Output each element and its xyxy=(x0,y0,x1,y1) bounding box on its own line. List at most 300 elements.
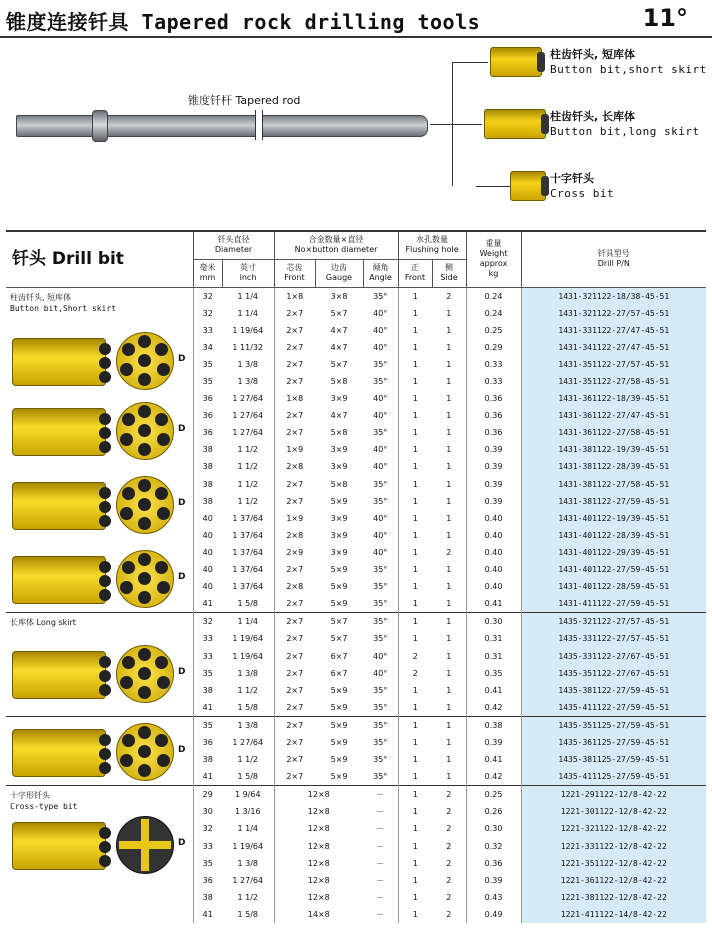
col-inch: 英寸 inch xyxy=(222,259,274,287)
cell-weight: 0.24 xyxy=(466,305,521,322)
cell-weight: 0.33 xyxy=(466,356,521,373)
cell-inch: 1 19/64 xyxy=(232,325,264,335)
button-insert xyxy=(99,357,111,369)
cell-angle: 35° xyxy=(373,599,388,609)
button-insert xyxy=(155,561,168,574)
cell-mm: 38 xyxy=(193,493,222,510)
cell-flush-side: 2 xyxy=(446,824,452,834)
rod-collar xyxy=(92,110,108,142)
cell-front: 2×7 xyxy=(274,699,315,717)
cell-flush-side: 1 xyxy=(446,479,452,489)
cell-flush-front: 1 xyxy=(398,476,432,493)
cell-flush-side: 1 xyxy=(446,411,452,421)
cell-gauge: 4×7 xyxy=(330,342,348,352)
cell-flush-side: 1 xyxy=(446,755,452,765)
cell-front: 1×8 xyxy=(274,287,315,305)
cell-weight: 0.31 xyxy=(466,630,521,647)
cell-part-number: 1435-321122-27/57-45-51 xyxy=(521,613,706,631)
button-insert xyxy=(99,855,111,867)
cell-gauge: 4×7 xyxy=(330,411,348,421)
col-flush-front: 正 Front xyxy=(398,259,432,287)
cell-front: 2×7 xyxy=(274,373,315,390)
cell-weight: 0.41 xyxy=(466,751,521,768)
cell-flush-front: 1 xyxy=(398,527,432,544)
cell-inch: 1 1/2 xyxy=(237,445,259,455)
cell-inch: 1 1/2 xyxy=(237,479,259,489)
button-insert xyxy=(120,433,133,446)
cell-weight: 0.42 xyxy=(466,699,521,717)
cell-inch: 1 1/4 xyxy=(237,308,259,318)
cell-angle: 35° xyxy=(373,634,388,644)
button-insert xyxy=(157,433,170,446)
section-image-cell xyxy=(6,613,193,717)
button-insert xyxy=(138,648,151,661)
button-insert xyxy=(99,561,111,573)
bit-side-view xyxy=(12,651,106,699)
cell-front: 1×8 xyxy=(274,390,315,407)
button-insert xyxy=(138,764,151,777)
button-insert xyxy=(99,762,111,774)
cell-gauge: 5×9 xyxy=(330,685,348,695)
cell-inch: 1 27/64 xyxy=(232,428,264,438)
cell-flush-side: 2 xyxy=(432,287,466,305)
cell-part-number: 1221-321122-12/8-42-22 xyxy=(521,820,706,837)
button-insert xyxy=(99,656,111,668)
cell-weight: 0.36 xyxy=(466,390,521,407)
cell-gauge: 5×7 xyxy=(330,634,348,644)
button-insert xyxy=(122,343,135,356)
cell-mm: 35 xyxy=(193,716,222,734)
cell-flush-front: 1 xyxy=(398,322,432,339)
cell-front: 12×8 xyxy=(274,803,363,820)
table-title: 钎头 Drill bit xyxy=(6,231,193,287)
cell-front: 2×7 xyxy=(274,768,315,786)
cell-mm: 36 xyxy=(193,734,222,751)
cell-angle: 40° xyxy=(373,411,388,421)
button-insert xyxy=(99,501,111,513)
button-insert xyxy=(157,754,170,767)
cell-angle: － xyxy=(376,858,385,868)
cell-angle: － xyxy=(376,909,385,919)
button-insert xyxy=(99,515,111,527)
cell-mm: 38 xyxy=(193,458,222,475)
bit-side-view xyxy=(12,822,106,870)
button-insert xyxy=(157,676,170,689)
cell-part-number: 1431-321122-27/57-45-51 xyxy=(521,305,706,322)
cell-mm: 36 xyxy=(193,390,222,407)
bit-side-view xyxy=(12,482,106,530)
cell-inch: 1 19/64 xyxy=(232,651,264,661)
cell-mm: 38 xyxy=(193,441,222,458)
cell-angle: 40° xyxy=(373,394,388,404)
cell-inch: 1 3/8 xyxy=(237,858,259,868)
cell-flush-front: 1 xyxy=(398,544,432,561)
cell-weight: 0.24 xyxy=(466,287,521,305)
button-insert xyxy=(99,589,111,601)
cell-inch: 1 1/4 xyxy=(222,613,274,631)
connector-line xyxy=(476,186,510,187)
cell-flush-side: 1 xyxy=(446,428,452,438)
cell-front: 2×7 xyxy=(274,613,315,631)
cell-angle: 35° xyxy=(373,565,388,575)
bit-drawing xyxy=(12,332,188,392)
table-row xyxy=(6,716,706,734)
cell-gauge: 3×9 xyxy=(330,547,348,557)
cell-mm: 41 xyxy=(193,699,222,717)
cell-inch: 1 1/2 xyxy=(237,496,259,506)
cell-part-number: 1435-381122-27/59-45-51 xyxy=(521,682,706,699)
cell-flush-front: 1 xyxy=(398,751,432,768)
cell-part-number: 1431-341122-27/47-45-51 xyxy=(521,339,706,356)
cell-part-number: 1431-321122-18/38-45-51 xyxy=(521,287,706,305)
cell-gauge: 5×7 xyxy=(330,308,348,318)
cell-part-number: 1435-331122-27/57-45-51 xyxy=(521,630,706,647)
cell-flush-side: 2 xyxy=(446,858,452,868)
cell-angle: 40° xyxy=(373,651,388,661)
bit-drawing xyxy=(12,550,188,610)
cell-flush-front: 1 xyxy=(398,613,432,631)
cell-front: 12×8 xyxy=(274,855,363,872)
diameter-marker: D xyxy=(178,744,186,755)
cell-flush-front: 1 xyxy=(398,390,432,407)
bit-side-view xyxy=(12,556,106,604)
button-insert xyxy=(99,670,111,682)
cell-flush-front: 1 xyxy=(398,838,432,855)
rod-label: 锥度钎杆 Tapered rod xyxy=(188,94,301,107)
cell-gauge: 6×7 xyxy=(330,668,348,678)
cell-flush-front: 1 xyxy=(398,855,432,872)
cell-inch: 1 1/2 xyxy=(237,755,259,765)
cell-part-number: 1431-401122-27/59-45-51 xyxy=(521,561,706,578)
cell-part-number: 1431-361122-27/58-45-51 xyxy=(521,424,706,441)
cell-inch: 1 37/64 xyxy=(232,513,264,523)
button-insert xyxy=(99,343,111,355)
cell-weight: 0.41 xyxy=(466,595,521,613)
cell-part-number: 1435-351122-27/67-45-51 xyxy=(521,665,706,682)
button-insert xyxy=(122,734,135,747)
cell-inch: 1 5/8 xyxy=(237,772,259,782)
cell-flush-side: 1 xyxy=(446,668,452,678)
cell-angle: － xyxy=(376,807,385,817)
cell-angle: 35° xyxy=(363,613,398,631)
cell-angle: 35° xyxy=(373,428,388,438)
section-label: 柱齿钎头, 短库体 Button bit,Short skirt xyxy=(10,292,116,313)
bit-face-view xyxy=(116,332,174,390)
cell-weight: 0.29 xyxy=(466,339,521,356)
col-front: 芯齿 Front xyxy=(274,259,315,287)
cell-part-number: 1431-381122-27/59-45-51 xyxy=(521,493,706,510)
rod-break xyxy=(255,110,263,140)
cell-flush-side: 1 xyxy=(446,737,452,747)
col-gauge: 边齿 Gauge xyxy=(315,259,363,287)
connector-line xyxy=(452,62,488,63)
section-label xyxy=(6,717,193,721)
col-weight: 重量 Weight approx kg xyxy=(466,231,521,287)
button-insert xyxy=(99,487,111,499)
cell-angle: 35° xyxy=(373,496,388,506)
cell-gauge: 5×9 xyxy=(330,755,348,765)
cell-weight: 0.32 xyxy=(466,838,521,855)
bit-side-view xyxy=(12,729,106,777)
cell-flush-front: 1 xyxy=(398,287,432,305)
cell-front: 2×8 xyxy=(274,578,315,595)
cell-mm: 35 xyxy=(193,855,222,872)
cell-inch: 1 19/64 xyxy=(232,634,264,644)
cell-flush-front: 1 xyxy=(398,441,432,458)
bit-face-view xyxy=(116,723,174,781)
cell-gauge: 5×8 xyxy=(330,377,348,387)
cell-flush-side: 1 xyxy=(446,702,452,712)
button-insert xyxy=(157,507,170,520)
cell-inch: 1 3/8 xyxy=(237,668,259,678)
cell-weight: 0.31 xyxy=(466,647,521,664)
cell-angle: 40° xyxy=(373,513,388,523)
cell-part-number: 1431-381122-19/39-45-51 xyxy=(521,441,706,458)
cell-weight: 0.38 xyxy=(466,716,521,734)
cell-inch: 1 1/2 xyxy=(237,462,259,472)
cell-inch: 1 3/8 xyxy=(237,377,259,387)
cell-angle: － xyxy=(376,875,385,885)
button-insert xyxy=(138,443,151,456)
cell-flush-front: 1 xyxy=(398,407,432,424)
cell-front: 2×8 xyxy=(274,458,315,475)
cell-flush-side: 1 xyxy=(432,716,466,734)
cell-front: 2×7 xyxy=(274,734,315,751)
bit-drawing xyxy=(12,723,188,783)
button-insert xyxy=(122,656,135,669)
cell-mm: 32 xyxy=(193,613,222,631)
cell-flush-side: 1 xyxy=(446,582,452,592)
cell-weight: 0.35 xyxy=(466,665,521,682)
cell-front: 2×7 xyxy=(274,424,315,441)
cell-weight: 0.40 xyxy=(466,578,521,595)
button-insert xyxy=(138,405,151,418)
cell-flush-front: 1 xyxy=(398,889,432,906)
cell-inch: 1 5/8 xyxy=(237,599,259,609)
cell-gauge: 3×8 xyxy=(315,287,363,305)
cell-mm: 29 xyxy=(193,786,222,804)
button-insert xyxy=(155,656,168,669)
section-label: 十字形钎头 Cross-type bit xyxy=(10,791,78,812)
cell-part-number: 1431-351122-27/57-45-51 xyxy=(521,356,706,373)
cell-weight: 0.39 xyxy=(466,493,521,510)
cell-gauge: 5×9 xyxy=(330,599,348,609)
cell-front: 1×9 xyxy=(274,510,315,527)
col-flush-side: 侧 Side xyxy=(432,259,466,287)
bit-side-view xyxy=(12,338,106,386)
bit-face-view xyxy=(116,816,174,874)
title-divider xyxy=(0,36,712,38)
cell-weight: 0.36 xyxy=(466,424,521,441)
cell-front: 2×7 xyxy=(274,647,315,664)
cell-weight: 0.33 xyxy=(466,373,521,390)
cell-mm: 35 xyxy=(193,665,222,682)
cell-flush-side: 1 xyxy=(432,613,466,631)
cell-part-number: 1431-331122-27/47-45-51 xyxy=(521,322,706,339)
cell-gauge: 5×9 xyxy=(330,772,348,782)
cell-inch: 1 1/2 xyxy=(237,685,259,695)
cell-front: 2×7 xyxy=(274,595,315,613)
connector-line xyxy=(452,124,482,125)
cell-front: 2×9 xyxy=(274,544,315,561)
cell-angle: 40° xyxy=(373,325,388,335)
cell-flush-front: 1 xyxy=(398,561,432,578)
cell-inch: 1 37/64 xyxy=(232,582,264,592)
cell-flush-side: 1 xyxy=(446,377,452,387)
cell-flush-front: 1 xyxy=(398,339,432,356)
cell-part-number: 1431-381122-27/58-45-51 xyxy=(521,476,706,493)
cross-bit-image xyxy=(510,171,546,201)
cell-inch: 1 5/8 xyxy=(237,702,259,712)
cell-flush-front: 1 xyxy=(398,906,432,923)
button-insert xyxy=(122,487,135,500)
cell-inch: 1 27/64 xyxy=(232,737,264,747)
cell-part-number: 1431-351122-27/58-45-51 xyxy=(521,373,706,390)
cell-angle: 35° xyxy=(373,479,388,489)
cell-gauge: 3×9 xyxy=(330,394,348,404)
cell-angle: 35° xyxy=(373,359,388,369)
cell-weight: 0.30 xyxy=(466,613,521,631)
cell-weight: 0.36 xyxy=(466,855,521,872)
cell-weight: 0.39 xyxy=(466,734,521,751)
button-insert xyxy=(99,427,111,439)
button-insert xyxy=(138,424,151,437)
cell-mm: 40 xyxy=(193,561,222,578)
cell-flush-front: 1 xyxy=(398,305,432,322)
cell-mm: 38 xyxy=(193,889,222,906)
cell-inch: 1 11/32 xyxy=(232,342,264,352)
cell-flush-front: 1 xyxy=(398,630,432,647)
cell-mm: 40 xyxy=(193,544,222,561)
cell-front: 2×7 xyxy=(274,407,315,424)
cell-flush-front: 1 xyxy=(398,458,432,475)
table-row xyxy=(6,287,706,305)
cell-flush-side: 1 xyxy=(446,325,452,335)
bit-drawing xyxy=(12,476,188,536)
cell-mm: 36 xyxy=(193,872,222,889)
cell-front: 2×7 xyxy=(274,493,315,510)
cell-front: 14×8 xyxy=(274,906,363,923)
connector-line xyxy=(430,124,452,125)
cell-inch: 1 1/2 xyxy=(237,892,259,902)
button-insert xyxy=(99,748,111,760)
button-insert xyxy=(138,591,151,604)
bit-drawing xyxy=(12,816,188,876)
cell-weight: 0.43 xyxy=(466,889,521,906)
cell-flush-side: 2 xyxy=(432,786,466,804)
button-insert xyxy=(99,413,111,425)
cell-mm: 40 xyxy=(193,510,222,527)
cell-mm: 41 xyxy=(193,768,222,786)
button-insert xyxy=(138,517,151,530)
cell-flush-side: 1 xyxy=(446,462,452,472)
bit-face-view xyxy=(116,550,174,608)
cell-flush-side: 1 xyxy=(446,651,452,661)
cell-part-number: 1431-361122-27/47-45-51 xyxy=(521,407,706,424)
cell-inch: 1 1/4 xyxy=(222,287,274,305)
cell-flush-front: 1 xyxy=(398,595,432,613)
long-skirt-bit-image xyxy=(484,109,546,139)
cell-gauge: 5×7 xyxy=(330,359,348,369)
cell-inch: 1 9/64 xyxy=(222,786,274,804)
tapered-rod-image xyxy=(16,115,428,137)
cell-angle: 35° xyxy=(373,737,388,747)
cell-gauge: 5×9 xyxy=(330,702,348,712)
button-insert xyxy=(138,335,151,348)
cell-mm: 35 xyxy=(193,356,222,373)
cell-flush-side: 2 xyxy=(446,841,452,851)
button-insert xyxy=(120,676,133,689)
button-insert xyxy=(138,373,151,386)
cell-part-number: 1221-381122-12/8-42-22 xyxy=(521,889,706,906)
cell-part-number: 1435-331122-27/67-45-51 xyxy=(521,647,706,664)
cell-gauge: 5×7 xyxy=(315,613,363,631)
cell-mm: 32 xyxy=(193,287,222,305)
cell-part-number: 1435-381125-27/59-45-51 xyxy=(521,751,706,768)
table-row xyxy=(6,613,706,631)
cell-flush-side: 1 xyxy=(446,772,452,782)
cell-flush-side: 1 xyxy=(446,530,452,540)
button-insert xyxy=(120,754,133,767)
button-insert xyxy=(138,745,151,758)
cell-front: 2×7 xyxy=(274,476,315,493)
section-image-cell xyxy=(6,287,193,613)
cell-angle: 40° xyxy=(373,668,388,678)
cell-mm: 36 xyxy=(193,407,222,424)
cell-angle: 35° xyxy=(363,716,398,734)
cell-mm: 32 xyxy=(193,820,222,837)
cell-gauge: 3×9 xyxy=(330,445,348,455)
cell-flush-side: 1 xyxy=(446,342,452,352)
button-insert xyxy=(157,363,170,376)
cell-part-number: 1221-351122-12/8-42-22 xyxy=(521,855,706,872)
cell-part-number: 1221-361122-12/8-42-22 xyxy=(521,872,706,889)
cell-weight: 0.30 xyxy=(466,820,521,837)
cell-angle: － xyxy=(376,841,385,851)
cell-angle: － xyxy=(376,824,385,834)
cell-mm: 41 xyxy=(193,906,222,923)
cell-front: 2×8 xyxy=(274,527,315,544)
cell-mm: 30 xyxy=(193,803,222,820)
cell-mm: 33 xyxy=(193,322,222,339)
cell-part-number: 1431-401122-29/39-45-51 xyxy=(521,544,706,561)
col-group-buttons: 合金数量×直径 No×button diameter xyxy=(274,231,398,259)
cell-weight: 0.40 xyxy=(466,510,521,527)
drill-bit-table xyxy=(6,230,706,923)
cell-angle: 35° xyxy=(373,685,388,695)
cell-flush-front: 1 xyxy=(398,768,432,786)
cell-flush-front: 1 xyxy=(398,699,432,717)
cell-gauge: 5×9 xyxy=(330,737,348,747)
button-insert xyxy=(122,561,135,574)
cell-weight: 0.40 xyxy=(466,527,521,544)
cell-weight: 0.39 xyxy=(466,458,521,475)
cell-inch: 1 37/64 xyxy=(232,547,264,557)
cell-flush-front: 1 xyxy=(398,682,432,699)
cell-flush-front: 2 xyxy=(398,665,432,682)
cell-part-number: 1431-381122-28/39-45-51 xyxy=(521,458,706,475)
button-insert xyxy=(155,343,168,356)
cell-flush-side: 2 xyxy=(446,547,452,557)
cell-weight: 0.49 xyxy=(466,906,521,923)
cell-flush-front: 1 xyxy=(398,872,432,889)
cell-flush-side: 1 xyxy=(446,308,452,318)
cell-part-number: 1435-411125-27/59-45-51 xyxy=(521,768,706,786)
cell-front: 2×7 xyxy=(274,630,315,647)
cell-inch: 1 3/16 xyxy=(234,807,261,817)
section-label: 长库体 Long skirt xyxy=(10,618,76,628)
bit-side-view xyxy=(12,408,106,456)
